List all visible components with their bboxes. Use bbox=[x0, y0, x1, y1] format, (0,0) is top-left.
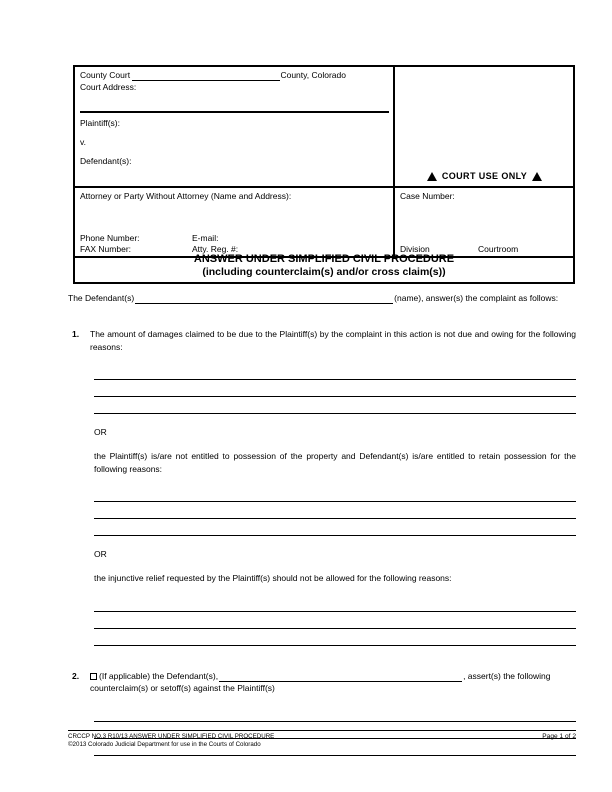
item-1-number: 1. bbox=[72, 329, 80, 339]
or-label-1: OR bbox=[94, 427, 107, 437]
intro-paragraph bbox=[68, 292, 576, 304]
triangle-left-icon bbox=[427, 172, 437, 181]
or-label-2: OR bbox=[94, 549, 107, 559]
footer-page-number: Page 1 of 2 bbox=[542, 733, 576, 740]
answer-line[interactable] bbox=[94, 502, 576, 519]
document-title: ANSWER UNDER SIMPLIFIED CIVIL PROCEDURE bbox=[193, 253, 455, 265]
answer-line[interactable] bbox=[94, 595, 576, 612]
item-2-prefix: (If applicable) the Defendant(s), bbox=[99, 670, 219, 681]
item-2-text bbox=[90, 670, 576, 695]
case-number-label: Case Number: bbox=[400, 191, 455, 201]
document-title-band bbox=[73, 251, 575, 284]
intro-suffix: (name), answer(s) the complaint as follows: bbox=[394, 293, 559, 303]
spacer bbox=[68, 560, 576, 572]
answer-line[interactable] bbox=[94, 612, 576, 629]
atty-reg-label: Atty. Reg. #: bbox=[192, 244, 239, 254]
county-court-label: County Court bbox=[80, 70, 131, 80]
defendant-name-field[interactable] bbox=[135, 294, 393, 304]
spacer bbox=[68, 475, 576, 485]
spacer bbox=[68, 536, 576, 548]
caption-row-court bbox=[75, 67, 573, 188]
footer-form-id: CRCCP NO.3 R10/13 ANSWER UNDER SIMPLIFIED CIVIL PROCEDURE bbox=[68, 733, 275, 740]
spacer bbox=[68, 414, 576, 426]
answer-line[interactable] bbox=[94, 363, 576, 380]
court-use-only-label: COURT USE ONLY bbox=[441, 171, 528, 181]
alternative-2-text: the injunctive relief requested by the Plaintiff(s) should not be allowed for the following reasons: bbox=[94, 573, 452, 583]
court-use-only-box bbox=[400, 69, 569, 184]
court-use-only-marker bbox=[427, 171, 542, 181]
document-subtitle: (including counterclaim(s) and/or cross claim(s)) bbox=[202, 266, 446, 278]
courtroom-label: Courtroom bbox=[478, 244, 519, 254]
court-info-cell bbox=[75, 67, 395, 188]
item-2 bbox=[68, 670, 576, 695]
spacer bbox=[68, 353, 576, 363]
county-court-line bbox=[80, 69, 389, 81]
county-name-field[interactable] bbox=[132, 71, 280, 81]
item-2-number: 2. bbox=[72, 670, 80, 681]
spacer bbox=[68, 695, 576, 705]
phone-email-row bbox=[80, 233, 380, 244]
answer-line[interactable] bbox=[94, 629, 576, 646]
spacer bbox=[68, 646, 576, 670]
plaintiff-label: Plaintiff(s): bbox=[80, 118, 120, 128]
spacer bbox=[68, 304, 576, 328]
item-1-answer-lines bbox=[94, 363, 576, 414]
footer-form-info bbox=[68, 733, 274, 749]
versus-label: v. bbox=[80, 137, 86, 147]
answer-line[interactable] bbox=[94, 397, 576, 414]
defendant-label: Defendant(s): bbox=[80, 156, 132, 166]
footer-copyright: ©2013 Colorado Judicial Department for use in the Courts of Colorado bbox=[68, 741, 261, 748]
item-1-text: The amount of damages claimed to be due to the Plaintiff(s) by the complaint in this action is not due and owing for the following reasons: bbox=[90, 329, 576, 352]
fax-number-label: FAX Number: bbox=[80, 244, 132, 254]
case-number-cell bbox=[395, 188, 573, 256]
alternative-2-answer-lines bbox=[94, 595, 576, 646]
spacer bbox=[68, 585, 576, 595]
item-2-checkbox[interactable] bbox=[90, 673, 97, 680]
item-2-suffix: , assert(s) the following counterclaim(s) or setoff(s) against the Plaintiff(s) bbox=[90, 670, 551, 693]
court-address-label: Court Address: bbox=[80, 82, 137, 92]
item-1 bbox=[68, 328, 576, 353]
court-address-field[interactable] bbox=[80, 93, 389, 111]
attorney-label: Attorney or Party Without Attorney (Name and Address): bbox=[80, 191, 292, 201]
email-label: E-mail: bbox=[192, 233, 219, 243]
attorney-cell bbox=[75, 188, 395, 256]
division-label: Division bbox=[400, 244, 430, 254]
answer-line[interactable] bbox=[94, 380, 576, 397]
answer-line[interactable] bbox=[94, 519, 576, 536]
triangle-right-icon bbox=[532, 172, 542, 181]
phone-number-label: Phone Number: bbox=[80, 233, 140, 243]
court-use-only-cell bbox=[395, 67, 573, 188]
case-caption-table bbox=[73, 65, 575, 258]
spacer bbox=[68, 438, 576, 450]
county-colorado-label: County, Colorado bbox=[280, 70, 346, 80]
intro-prefix: The Defendant(s) bbox=[68, 293, 135, 303]
parties-block bbox=[80, 113, 389, 173]
answer-line[interactable] bbox=[94, 705, 576, 722]
document-body bbox=[68, 292, 576, 756]
alternative-1-answer-lines bbox=[94, 485, 576, 536]
answer-line[interactable] bbox=[94, 485, 576, 502]
caption-row-attorney bbox=[75, 188, 573, 256]
page-footer bbox=[68, 730, 576, 749]
alternative-1-text: the Plaintiff(s) is/are not entitled to possession of the property and Defendant(s) is/are entitled to retain possession for the following reasons: bbox=[94, 451, 576, 474]
counterclaim-defendant-field[interactable] bbox=[219, 672, 462, 682]
